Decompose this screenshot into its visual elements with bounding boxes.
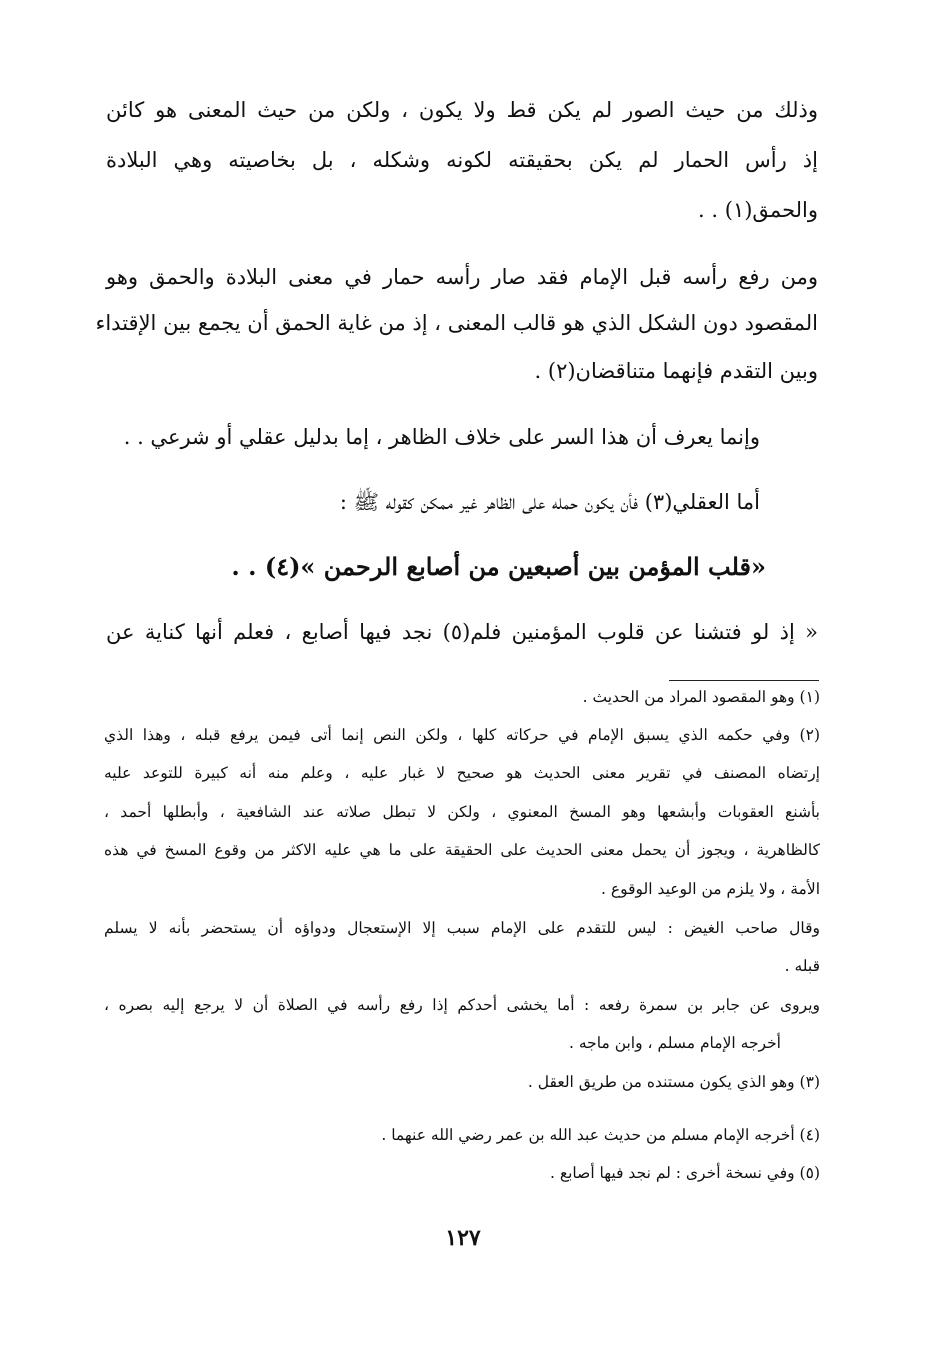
footnote-2-line: إرتضاه المصنف في تقرير معنى الحديث هو صحيح لا غبار عليه ، وعلم منه أنه كبيرة للتوعد عليه — [104, 764, 820, 782]
footnote-2-line: قبله . — [784, 957, 820, 975]
footnote-3: (٣) وهو الذي يكون مستنده من طريق العقل . — [527, 1073, 820, 1091]
footnote-5: (٥) وفي نسخة أخرى : لم نجد فيها أصابع . — [550, 1164, 820, 1182]
body-line: وبين التقدم فإنهما متناقضان(٢) . — [534, 359, 818, 383]
footnote-2-line: كالظاهرية ، ويجوز أن يحمل معنى الحديث على الحقيقة على ما هي عليه الاكثر من وقوع المسخ في هذه — [104, 841, 820, 859]
body-line: وذلك من حيث الصور لم يكن قط ولا يكون ، ولكن من حيث المعنى هو كائن — [106, 98, 818, 122]
footnote-2-line: (٢) وفي حكمه الذي يسبق الإمام في حركاته كلها ، ولكن النص إنما أتى فيمن يرفع قبله ، وهذا الذي — [104, 726, 821, 744]
footnote-2-line: ويروى عن جابر بن سمرة رفعه : أما يخشى أحدكم إذا رفع رأسه في الصلاة أن لا يرجع إليه بصره ، — [104, 996, 820, 1014]
footnote-2-line: أخرجه الإمام مسلم ، وابن ماجه . — [569, 1034, 781, 1052]
body-line: والحمق(١) . . — [698, 198, 818, 222]
footnote-separator — [669, 680, 819, 681]
footnote-1: (١) وهو المقصود المراد من الحديث . — [582, 688, 820, 706]
footnote-2-line: وقال صاحب الغيض : ليس للتقدم على الإمام سبب إلا الإستعجال ودواؤه أن يستحضر بأنه لا يسلم — [104, 919, 820, 937]
footnote-2-line: الأمة ، ولا يلزم من الوعيد الوقوع . — [601, 880, 820, 898]
body-line: وإنما يعرف أن هذا السر على خلاف الظاهر ، إما بدليل عقلي أو شرعي . . — [123, 425, 760, 449]
body-line: أما العقلي(٣) فأن يكون حمله على الظاهر غير ممكن كقوله ﷺ : — [339, 490, 760, 514]
body-line: إذ رأس الحمار لم يكن بحقيقته لكونه وشكله ، بل بخاصيته وهي البلادة — [106, 148, 818, 172]
body-line: « إذ لو فتشنا عن قلوب المؤمنين فلم(٥) نجد فيها أصابع ، فعلم أنها كناية عن — [106, 620, 818, 644]
hadith-quote: «قلب المؤمن بين أصبعين من أصابع الرحمن »(٤) . . — [231, 552, 766, 581]
footnote-4: (٤) أخرجه الإمام مسلم من حديث عبد الله بن عمر رضي الله عنهما . — [381, 1126, 820, 1144]
footnote-2-line: بأشنع العقوبات وأبشعها وهو المسخ المعنوي ، ولكن لا تبطل صلاته عند الشافعية ، وأبطلها أحمد ، — [104, 803, 820, 821]
body-line: المقصود دون الشكل الذي هو قالب المعنى ، إذ من غاية الحمق أن يجمع بين الإقتداء — [95, 311, 818, 335]
page-number: ١٢٧ — [445, 1225, 481, 1251]
body-line: ومن رفع رأسه قبل الإمام فقد صار رأسه حمار في معنى البلادة والحمق وهو — [106, 265, 818, 289]
